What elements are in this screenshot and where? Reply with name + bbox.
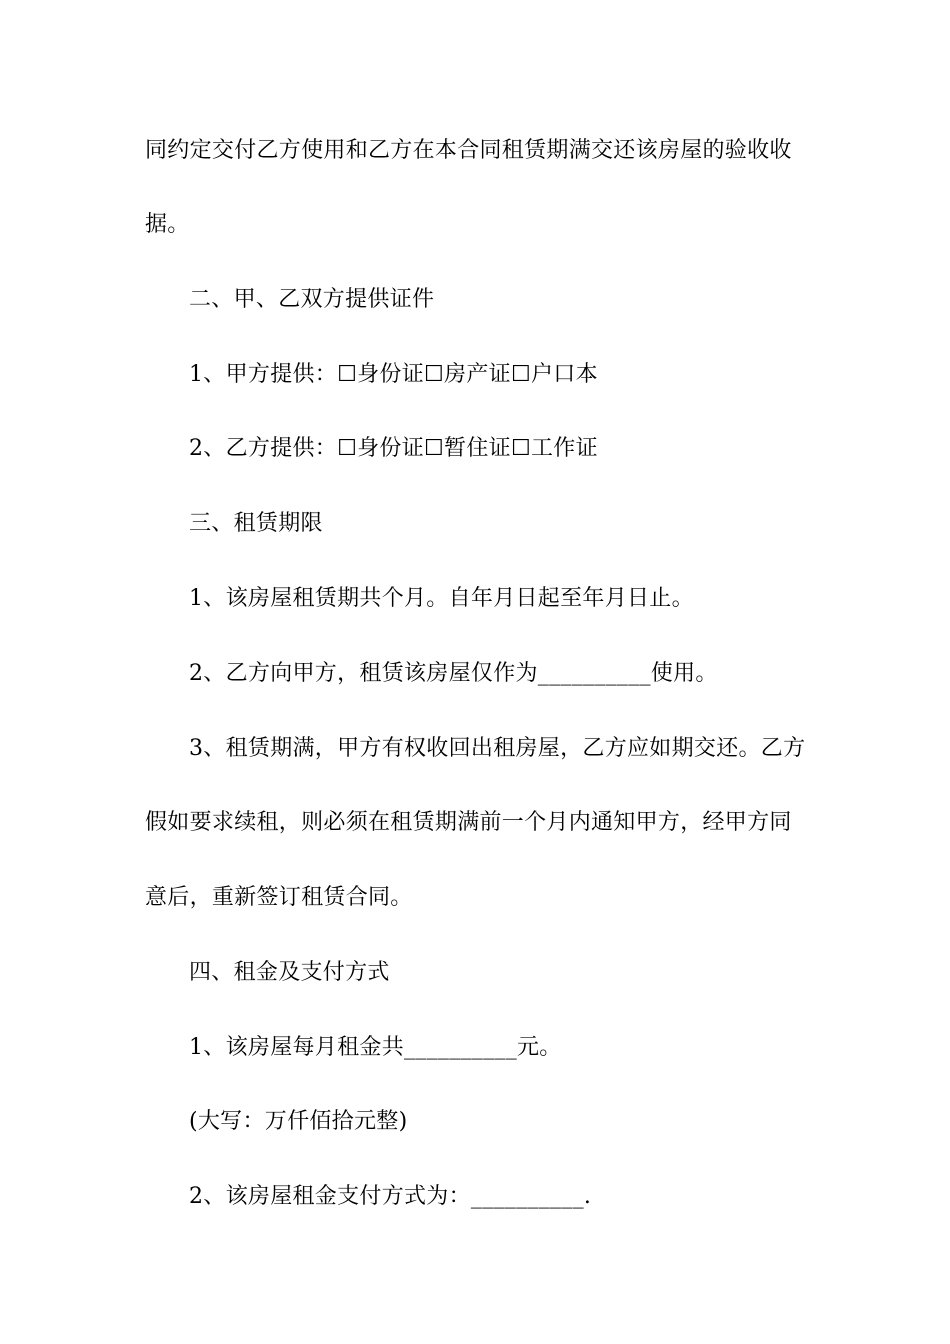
clause-2-2: 2、乙方提供：☐身份证☐暂住证☐工作证 <box>189 436 598 461</box>
section-heading-4: 四、租金及支付方式 <box>189 960 390 985</box>
clause-3-3-line-3: 意后，重新签订租赁合同。 <box>145 885 413 910</box>
clause-2-1: 1、甲方提供：☐身份证☐房产证☐户口本 <box>189 362 598 387</box>
clause-3-2: 2、乙方向甲方，租赁该房屋仅作为__________使用。 <box>189 661 718 686</box>
clause-3-3-line-1: 3、租赁期满，甲方有权收回出租房屋，乙方应如期交还。乙方 <box>189 736 806 761</box>
clause-3-3-line-2: 假如要求续租，则必须在租赁期满前一个月内通知甲方，经甲方同 <box>145 810 792 835</box>
section-heading-3: 三、租赁期限 <box>189 511 323 536</box>
paragraph-continuation-end: 据。 <box>145 212 190 237</box>
clause-4-2: 2、该房屋租金支付方式为：__________. <box>189 1184 592 1209</box>
clause-4-1-uppercase-amount: (大写：万仟佰拾元整) <box>189 1109 408 1134</box>
clause-4-1: 1、该房屋每月租金共__________元。 <box>189 1035 562 1060</box>
section-heading-2: 二、甲、乙双方提供证件 <box>189 287 435 312</box>
clause-3-1: 1、该房屋租赁期共个月。自年月日起至年月日止。 <box>189 586 694 611</box>
paragraph-continuation: 同约定交付乙方使用和乙方在本合同租赁期满交还该房屋的验收收 <box>145 138 792 163</box>
